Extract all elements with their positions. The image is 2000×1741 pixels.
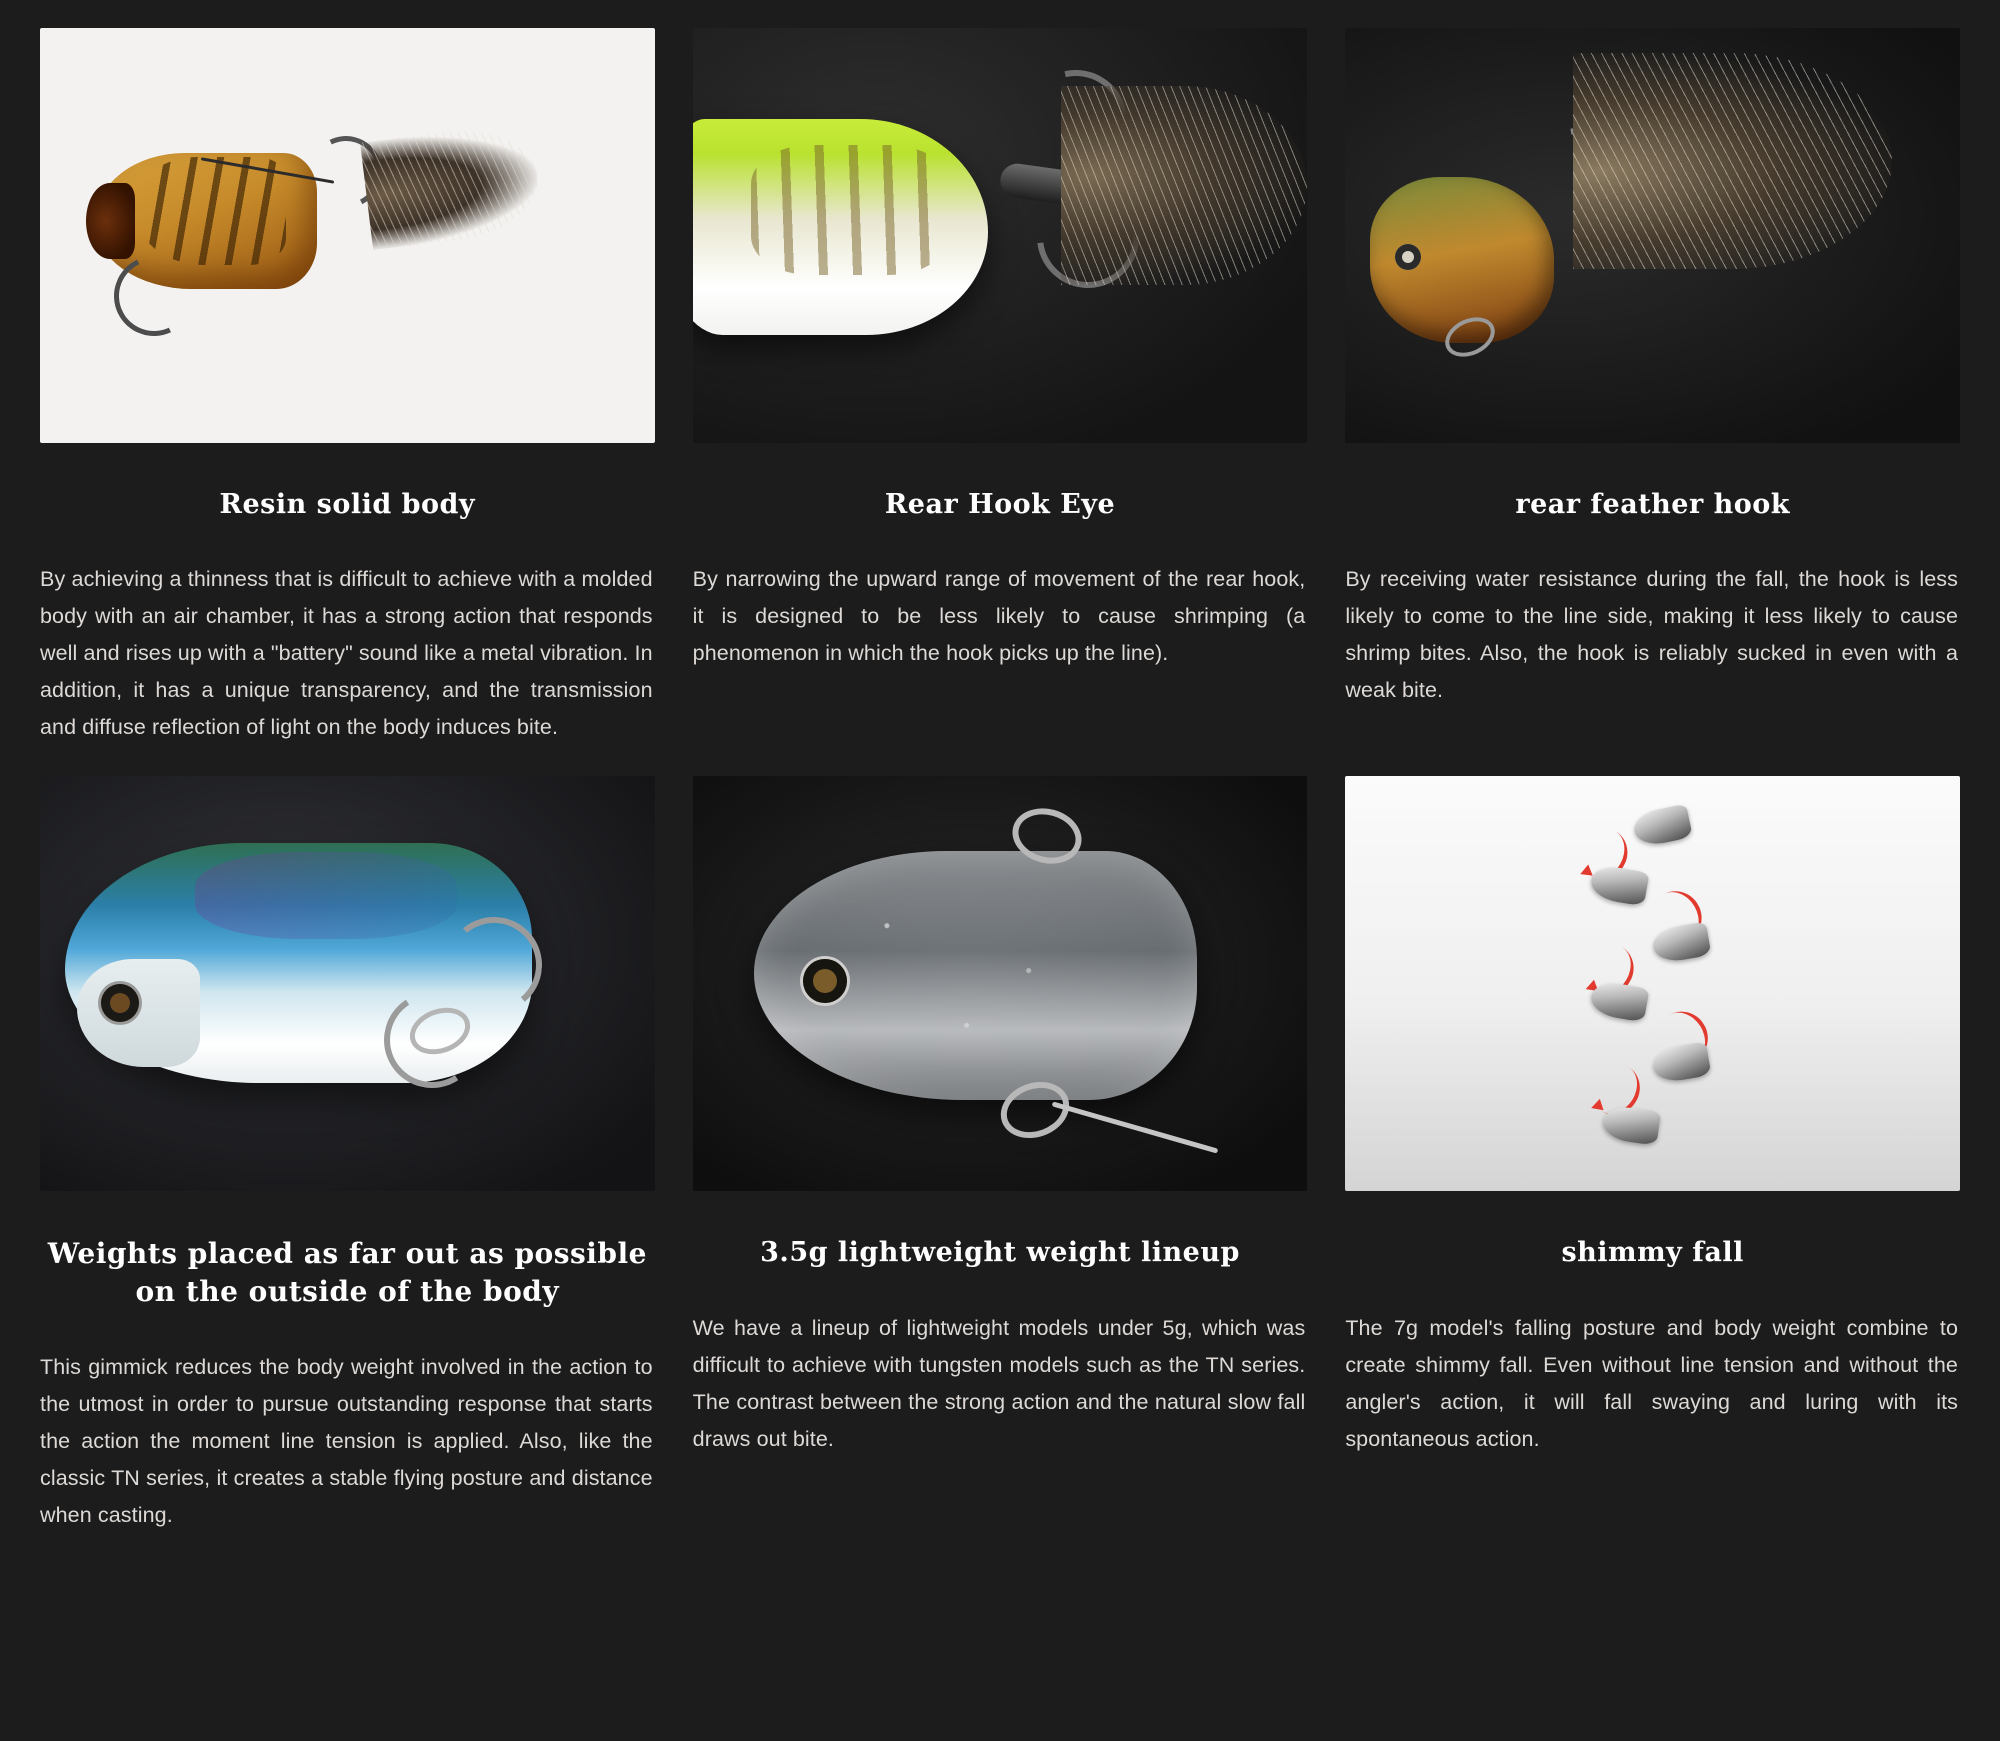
feature-card-weights-outside-body: [40, 746, 655, 1533]
feature-title: Weights placed as far out as possible on the outside of the body: [47, 1237, 647, 1309]
feature-title: Rear Hook Eye: [884, 489, 1116, 520]
feature-card-shimmy-fall: [1345, 746, 1960, 1533]
feature-card-lightweight-lineup: [693, 746, 1308, 1533]
feature-image-weights-outside-body: [40, 776, 655, 1191]
feature-title: 3.5g lightweight weight lineup: [760, 1237, 1240, 1269]
feature-card-resin-solid-body: [40, 28, 655, 746]
feature-description: By narrowing the upward range of movement of the rear hook, it is designed to be less likely to cause shrimping (a phenomenon in which the hook picks up the line).: [692, 567, 1306, 666]
feature-description: The 7g model's falling posture and body weight combine to create shimmy fall. Even without line tension and without the angler's action, it will fall swaying and luring with its spontaneous action.: [1345, 1315, 1958, 1451]
feature-image-rear-hook-eye: [693, 28, 1308, 443]
feature-card-rear-hook-eye: [693, 28, 1308, 746]
feature-title: rear feather hook: [1515, 489, 1790, 520]
feature-card-rear-feather-hook: [1345, 28, 1960, 746]
feature-description: By receiving water resistance during the fall, the hook is less likely to come to the line side, making it less likely to cause shrimp bites. Also, the hook is reliably sucked in even with a weak bite.: [1345, 567, 1958, 703]
feature-image-resin-solid-body: [40, 28, 655, 443]
feature-description: This gimmick reduces the body weight involved in the action to the utmost in order to pursue outstanding response that starts the action the moment line tension is applied. Also, like the classic TN series, it creates a stable flying posture and distance when casting.: [40, 1354, 653, 1527]
feature-image-lightweight-lineup: [693, 776, 1308, 1191]
feature-description: We have a lineup of lightweight models under 5g, which was difficult to achieve with tungsten models such as the TN series. The contrast between the strong action and the natural slow fall draws out bite.: [692, 1315, 1306, 1451]
feature-image-shimmy-fall: [1345, 776, 1960, 1191]
feature-title: shimmy fall: [1561, 1237, 1744, 1269]
feature-title: Resin solid body: [219, 489, 476, 520]
feature-description: By achieving a thinness that is difficult to achieve with a molded body with an air chamber, it has a strong action that responds well and rises up with a "battery" sound like a metal vibration. In addition, it has a unique transparency, and the transmission and diffuse reflection of light on the body induces bite.: [40, 567, 653, 740]
feature-image-rear-feather-hook: [1345, 28, 1960, 443]
